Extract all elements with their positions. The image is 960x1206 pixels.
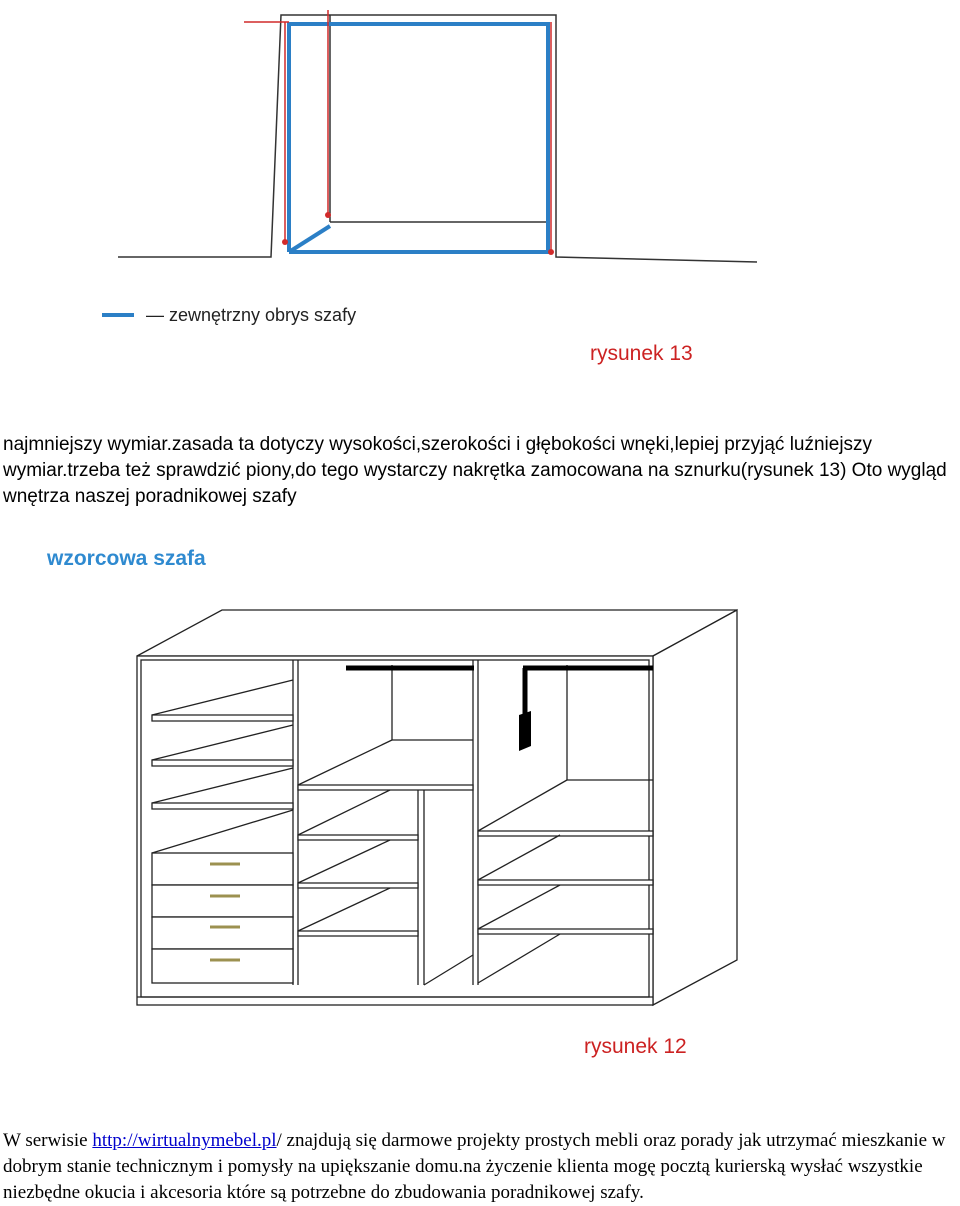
figure-12-title: wzorcowa szafa xyxy=(47,547,206,570)
paragraph-2-intro: W serwisie xyxy=(3,1130,93,1151)
plumb-weights xyxy=(282,212,554,255)
paragraph-2 xyxy=(3,1128,958,1206)
figure-12-wardrobe-interior xyxy=(0,535,960,1075)
wirtualnymebel-link[interactable]: http://wirtualnymebel.pl xyxy=(92,1130,277,1151)
recess-walls xyxy=(118,15,757,262)
paragraph-2-body: / znajdują się darmowe projekty prostych mebli oraz porady jak utrzymać mieszkanie w dobrym stanie technicznym i pomysły na upiększanie domu.na życzenie klienta mogę pocztą kurierską wysłać wszystkie niezbędne okucia i akcesoria które są potrzebne do zbudowania poradnikowej szafy. xyxy=(3,1130,946,1203)
figure-12-caption: rysunek 12 xyxy=(584,1035,687,1058)
figure-13-recess-sketch xyxy=(0,0,960,400)
paragraph-1: najmniejszy wymiar.zasada ta dotyczy wysokości,szerokości i głębokości wnęki,lepiej przyjąć luźniejszy wymiar.trzeba też sprawdzić piony,do tego wystarczy nakrętka zamocowana na sznurku(rysunek 13) Oto wygląd wnętrza naszej poradnikowej szafy xyxy=(3,434,947,507)
figure-13-caption: rysunek 13 xyxy=(590,342,693,365)
pull-down-rail-handle xyxy=(519,711,531,751)
legend-label: — zewnętrzny obrys szafy xyxy=(146,305,357,325)
drawers xyxy=(152,853,293,983)
